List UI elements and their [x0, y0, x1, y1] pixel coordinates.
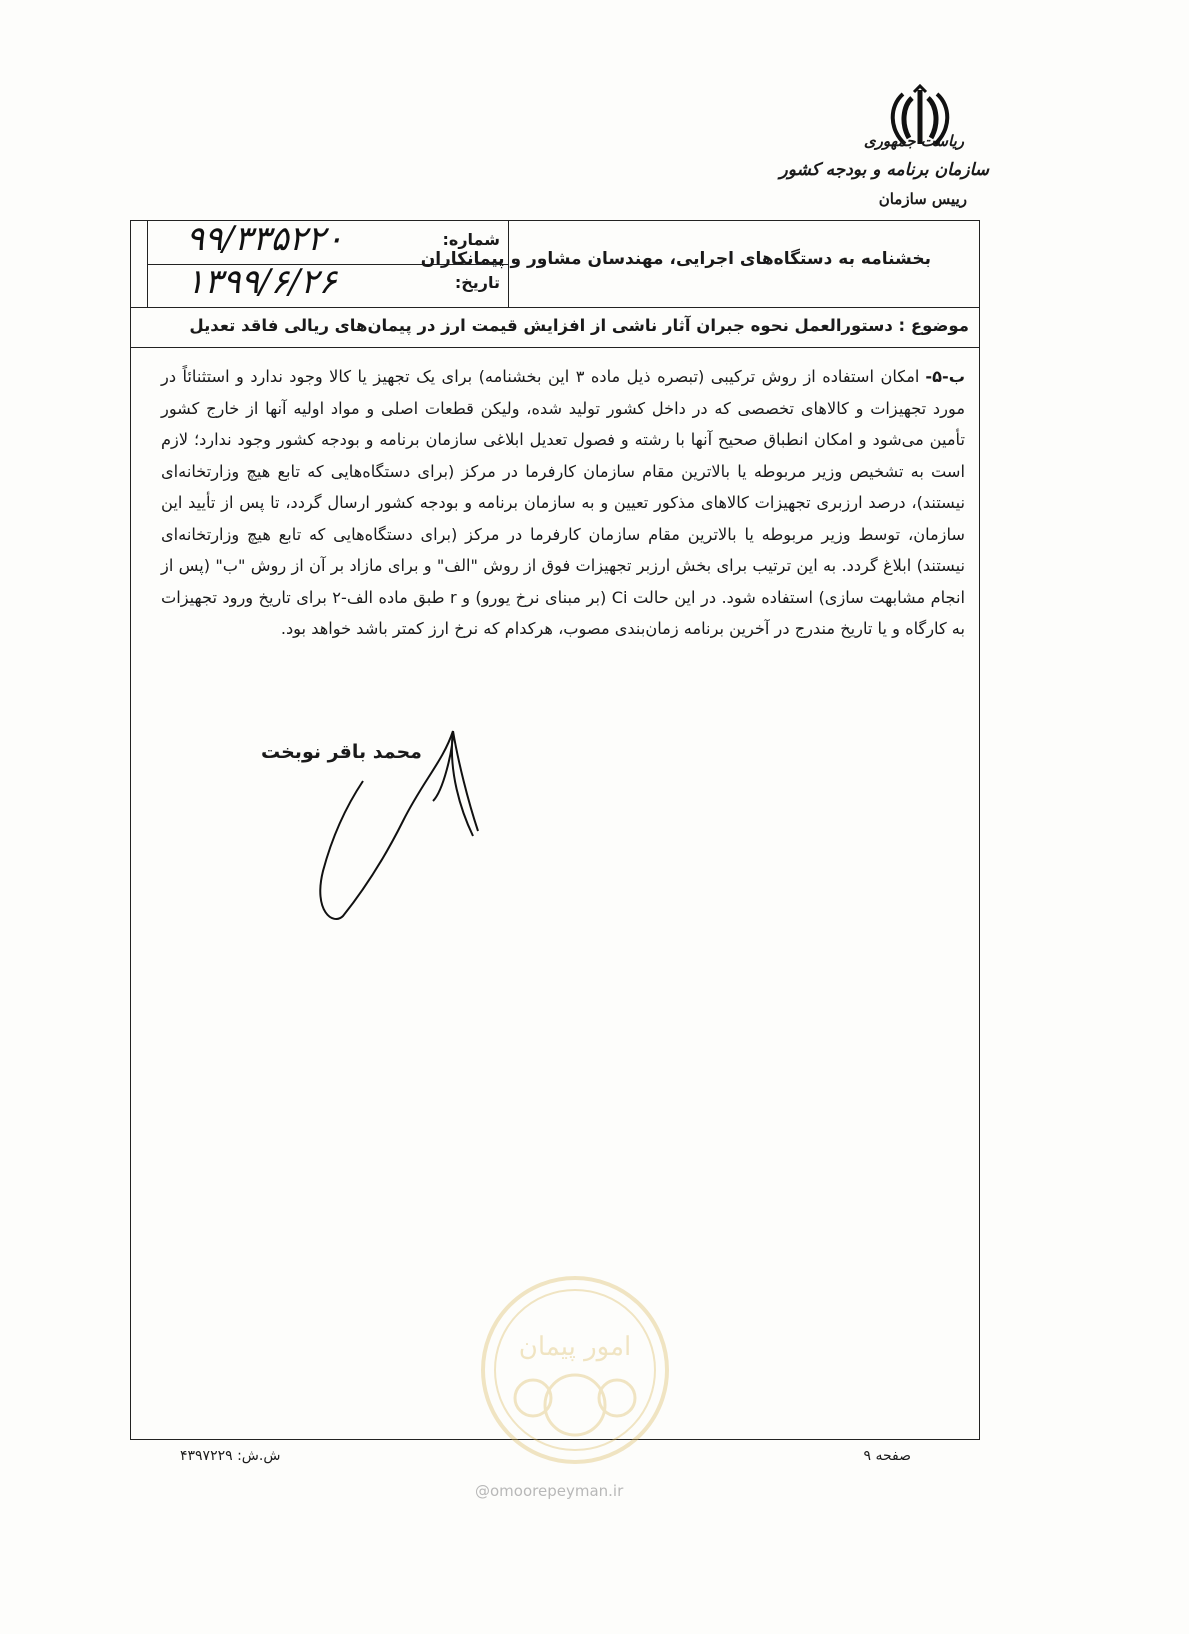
- date-value: ۱۳۹۹/۶/۲۶: [186, 262, 337, 302]
- subject-line: موضوع : دستورالعمل نحوه جبران آثار ناشی از افزایش قیمت ارز در پیمان‌های ریالی فاقد تعدیل: [189, 316, 969, 335]
- number-value: ۹۹/۳۳۵۲۲۰: [186, 219, 344, 259]
- page-number: صفحه ۹: [863, 1448, 911, 1464]
- org-line-head: رییس سازمان: [878, 190, 967, 208]
- serial-number: ش.ش: ۴۳۹۷۲۲۹: [180, 1448, 281, 1464]
- stamp-logo-icon: [475, 1270, 675, 1470]
- subject-row: [131, 307, 979, 348]
- body-paragraph: [161, 361, 965, 645]
- number-label: شماره:: [442, 230, 500, 249]
- stamp-text: امور پیمان: [518, 1332, 632, 1362]
- org-line-presidency: ریاست جمهوری: [863, 132, 964, 150]
- signatory-name: محمد باقر نوبخت: [261, 741, 422, 763]
- date-cell: [148, 264, 508, 307]
- document-frame: [130, 220, 980, 1440]
- org-line-organization: سازمان برنامه و بودجه کشور: [779, 160, 989, 180]
- addressee: بخشنامه به دستگاه‌های اجرایی، مهندسان مشاور و پیمانکاران: [420, 249, 931, 269]
- body-text: امکان استفاده از روش ترکیبی (تبصره ذیل ماده ۳ این بخشنامه) برای یک تجهیز یا کالا وجود ندارد و استثنائاً در مورد تجهیزات و کالاهای تخصصی که در داخل کشور تولید شده، ولیکن قطعات اصلی و مواد اولیه آنها از خارج کشور تأمین می‌شود و امکان انطباق صحیح آنها با رشته و فصول تعدیل ابلاغی سازمان برنامه و بودجه کشور وجود ندارد؛ لازم است به تشخیص وزیر مربوطه یا بالاترین مقام سازمان کارفرما در مرکز (برای دستگاه‌هایی که تابع هیچ وزارتخانه‌ای نیستند)، درصد ارزبری تجهیزات کالاهای مذکور تعیین و به سازمان برنامه و بودجه کشور ارسال گردد، تا پس از تأیید این سازمان، توسط وزیر مربوطه یا بالاترین مقام سازمان کارفرما در مرکز (برای دستگاه‌هایی که تابع هیچ وزارتخانه‌ای نیستند) ابلاغ گردد. به این ترتیب برای بخش ارزبر تجهیزات فوق از روش "الف" و برای مازاد بر آن از روش "ب" (پس از انجام مشابهت سازی) استفاده شود. در این حالت Ci (بر مبنای نرخ یورو) و r طبق ماده الف-۲ برای تاریخ ورود تجهیزات به کارگاه و یا تاریخ مندرج در آخرین برنامه زمان‌بندی مصوب، هرکدام که نرخ ارز کمتر باشد خواهد بود.: [161, 367, 965, 638]
- section-number: ب-۵-: [925, 367, 965, 386]
- website-watermark: @omoorepeyman.ir: [475, 1482, 624, 1500]
- date-label: تاریخ:: [454, 273, 500, 292]
- title-row: [131, 221, 979, 308]
- handwritten-signature: [303, 721, 493, 926]
